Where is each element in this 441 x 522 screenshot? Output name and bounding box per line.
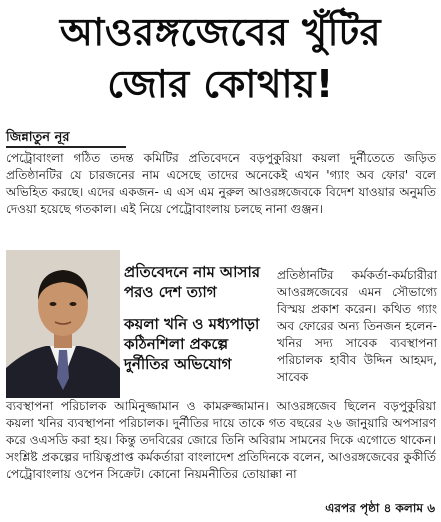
byline: জিন্নাতুন নূর — [6, 130, 70, 145]
body-paragraph-2: প্রতিষ্ঠানটির কর্মকর্তা-কর্মচারীরা আওরঙ্গজেবের এমন সৌভাগ্যে বিস্ময় প্রকাশ করেন। কথিত গ্যাং অব ফোরের অন্য তিনজন হলেন- খনির সদ্য সাবেক ব্যবস্থাপনা পরিচালক হাবীব উদ্দিন আহমদ, সাবেক — [277, 268, 437, 384]
continuation-note: এরপর পৃষ্ঠা ৪ কলাম ৬ — [325, 501, 435, 515]
portrait-illustration — [6, 250, 120, 398]
body-paragraph-1: পেট্রোবাংলা গঠিত তদন্ত কমিটির প্রতিবেদনে বড়পুকুরিয়া কয়লা দুর্নীতেতে জড়িত প্রতিষ্ঠানটির যে চারজনের নাম এসেছে তাদের অনেকেই এখন 'গ্যাং অব ফোর' বলে অভিহিত করছে। এদের একজন- এ এস এম নুরুল আওরঙ্গজেবকে বিদেশ যাওয়ার অনুমতি দেওয়া হয়েছে গতকাল। এই নিয়ে পেট্রোবাংলায় চলছে নানা গুঞ্জন। — [6, 151, 436, 216]
headline-line-2: জোর কোথায়! — [107, 62, 334, 106]
body-paragraph-3: ব্যবস্থাপনা পরিচালক আমিনুজ্জামান ও কামরুজ্জামান। আওরঙ্গজেব ছিলেন বড়পুকুরিয়া কয়লা খনির ব্যবস্থাপনা পরিচালক। দুর্নীতির দায়ে তাকে গত বছরের ২৬ জানুয়ারি অপসারণ করে ওএসডি করা হয়। কিন্তু তদবিরের জোরে তিনি অবিরাম সামনের দিকে এগোতে থাকেন। সংশ্লিষ্ট প্রকল্পের দায়িত্বপ্রাপ্ত কর্মকর্তারা বাংলাদেশ প্রতিদিনকে বলেন, আওরঙ্গজেবের কুকীর্তি পেট্রোবাংলায় ওপেন সিক্রেট। কোনো নিয়মনীতির তোয়াক্কা না — [6, 399, 436, 481]
byline-underline — [6, 146, 126, 148]
pull-quote-2: কয়লা খনি ও মধ্যপাড়া কঠিনশিলা প্রকল্পে দুর্নীতির অভিযোগ — [124, 315, 260, 373]
headline — [0, 6, 441, 110]
portrait-photo — [6, 250, 120, 398]
headline-line-1: আওরঙ্গজেবের খুঁটির — [59, 10, 382, 54]
pull-quote-1: প্রতিবেদনে নাম আসার পরও দেশ ত্যাগ — [124, 263, 261, 301]
